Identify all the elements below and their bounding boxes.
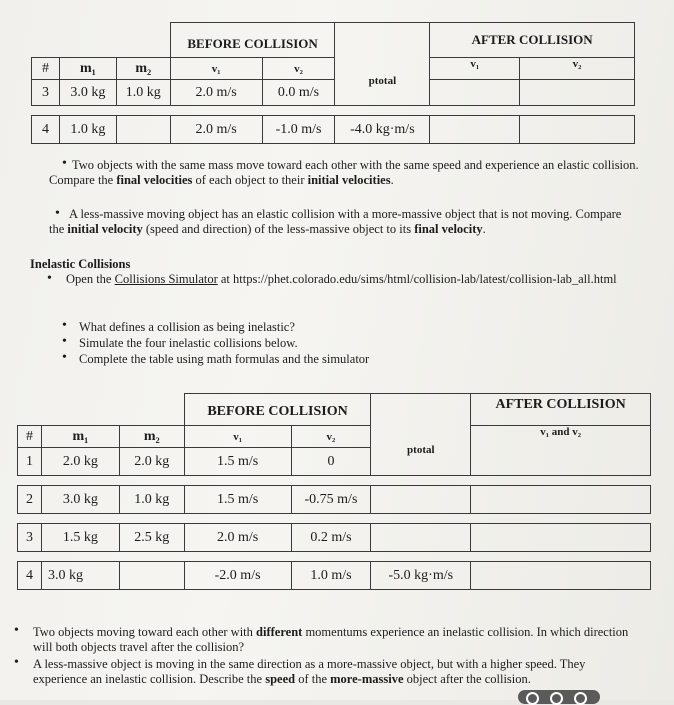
answer-cell[interactable] bbox=[371, 524, 471, 552]
col-after-v1v2: v₁ and v₂ bbox=[471, 426, 651, 476]
table-row: 3 3.0 kg 1.0 kg 2.0 m/s 0.0 m/s bbox=[32, 80, 635, 106]
answer-cell[interactable] bbox=[430, 80, 520, 106]
bullet: • bbox=[62, 156, 67, 171]
col-number: # bbox=[32, 58, 60, 80]
col-v2: v₂ bbox=[262, 58, 335, 80]
answer-cell[interactable] bbox=[471, 562, 651, 590]
col-after-v2: v₂ bbox=[520, 58, 635, 80]
circle-icon bbox=[574, 692, 587, 705]
bullet: • bbox=[47, 271, 52, 286]
table-elastic bbox=[31, 22, 635, 144]
before-collision-header: BEFORE COLLISION bbox=[170, 23, 335, 58]
col-m2: m₂ bbox=[116, 58, 170, 80]
answer-cell[interactable] bbox=[371, 486, 471, 514]
answer-cell[interactable] bbox=[471, 524, 651, 552]
overlay-controls[interactable] bbox=[518, 690, 600, 704]
table-row: 3 1.5 kg 2.5 kg 2.0 m/s 0.2 m/s bbox=[18, 524, 651, 552]
inelastic-bullet: Simulate the four inelastic collisions below. bbox=[79, 336, 298, 350]
col-v2: v₂ bbox=[291, 426, 371, 448]
table-row: 4 3.0 kg -2.0 m/s 1.0 m/s -5.0 kg·m/s bbox=[18, 562, 651, 590]
simulator-link[interactable]: Collisions Simulator bbox=[114, 272, 218, 286]
bullet: • bbox=[14, 655, 19, 670]
bullet: • bbox=[55, 206, 60, 221]
circle-icon bbox=[526, 692, 539, 705]
inelastic-bullet: Complete the table using math formulas and the simulator bbox=[79, 352, 370, 366]
answer-cell[interactable] bbox=[520, 116, 635, 144]
elastic-question-2: A less-massive moving object has an elastic collision with a more-massive object that is not moving. Compare the initial velocity (speed and direction) of the less-massive object to its final velocity. bbox=[49, 207, 622, 236]
before-collision-header-2: BEFORE COLLISION bbox=[184, 394, 371, 426]
table-row: 2 3.0 kg 1.0 kg 1.5 m/s -0.75 m/s bbox=[18, 486, 651, 514]
bullet: • bbox=[14, 623, 19, 638]
answer-cell[interactable] bbox=[520, 80, 635, 106]
inelastic-question-2: A less-massive object is moving in the same direction as a more-massive object, but with a higher speed. They experience an inelastic collision. Describe the speed of the more-massive object after the collision. bbox=[33, 657, 586, 686]
after-collision-header-2: AFTER COLLISION bbox=[471, 394, 651, 426]
col-m2: m₂ bbox=[119, 426, 184, 448]
bullet: • bbox=[62, 350, 67, 365]
open-simulator-line: Open the Collisions Simulator at https://phet.colorado.edu/sims/html/collision-lab/latest/collision-lab_all.html bbox=[66, 272, 617, 286]
bullet: • bbox=[62, 334, 67, 349]
table-row: 1 2.0 kg 2.0 kg 1.5 m/s 0 bbox=[18, 448, 651, 476]
col-number: # bbox=[18, 426, 42, 448]
col-m1: m₁ bbox=[59, 58, 116, 80]
col-after-v1: v₁ bbox=[430, 58, 520, 80]
col-ptotal: ptotal bbox=[371, 426, 471, 476]
inelastic-question-1: Two objects moving toward each other with different momentums experience an inelastic collision. In which direction will both objects travel after the collision? bbox=[33, 625, 629, 654]
table-row: 4 1.0 kg 2.0 m/s -1.0 m/s -4.0 kg·m/s bbox=[32, 116, 635, 144]
col-m1: m₁ bbox=[41, 426, 119, 448]
col-ptotal: ptotal bbox=[335, 58, 430, 106]
table-inelastic bbox=[17, 393, 651, 590]
circle-icon bbox=[550, 692, 563, 705]
inelastic-title: Inelastic Collisions bbox=[30, 257, 131, 271]
col-v1: v₁ bbox=[184, 426, 291, 448]
after-collision-header: AFTER COLLISION bbox=[430, 23, 635, 58]
answer-cell[interactable] bbox=[430, 116, 520, 144]
inelastic-bullet: What defines a collision as being inelastic? bbox=[79, 320, 295, 334]
bullet: • bbox=[62, 318, 67, 333]
elastic-question-1: Two objects with the same mass move toward each other with the same speed and experience an elastic collision. Compare the final velocities of each object to their initial velocities. bbox=[49, 158, 639, 187]
col-v1: v₁ bbox=[170, 58, 262, 80]
answer-cell[interactable] bbox=[471, 486, 651, 514]
